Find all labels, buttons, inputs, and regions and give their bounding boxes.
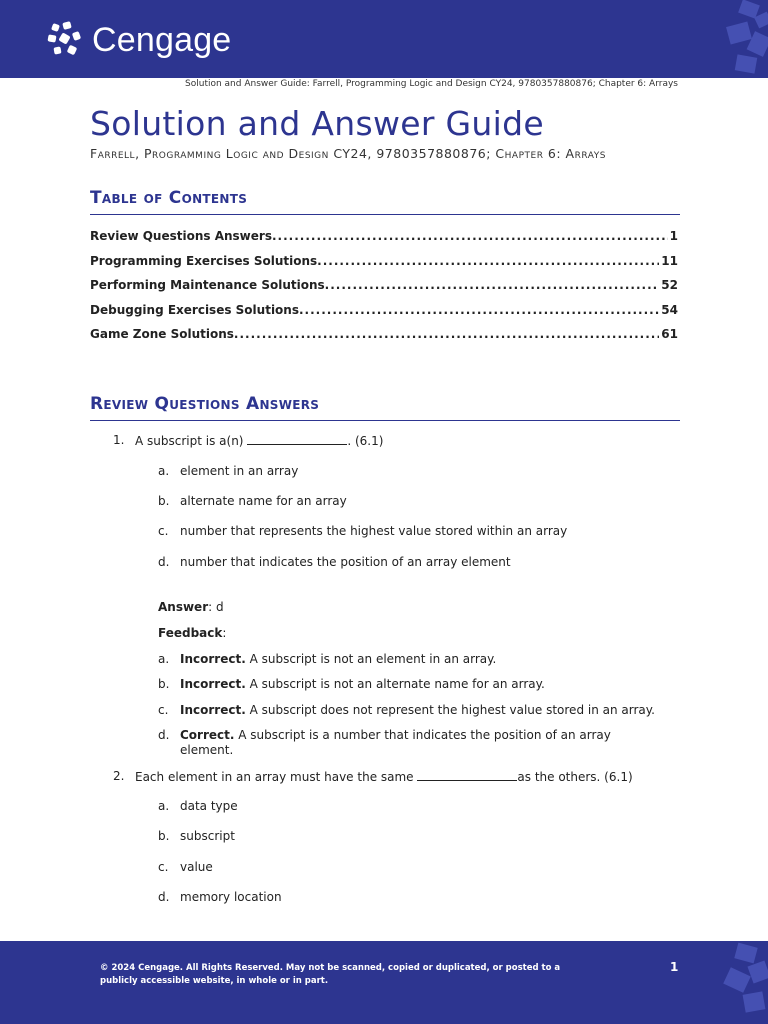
toc-entry-page: 54 xyxy=(661,302,678,317)
toc-entry[interactable] xyxy=(90,278,678,303)
toc-entry-label: Programming Exercises Solutions xyxy=(90,253,318,268)
toc-entry-page: 1 xyxy=(669,229,678,243)
question-number: 1. xyxy=(113,433,125,447)
decorative-pattern xyxy=(700,0,768,78)
feedback-label: Feedback xyxy=(158,626,223,640)
answer-blank xyxy=(417,769,517,781)
review-heading: Review Questions Answers xyxy=(90,394,680,421)
answer-label: Answer xyxy=(158,600,209,614)
toc-entry-label: Game Zone Solutions xyxy=(90,327,234,341)
question-text: Each element in an array must have the same xyxy=(135,770,414,784)
running-header: Solution and Answer Guide: Farrell, Programming Logic and Design CY24, 9780357880876; Chapter 6: Arrays xyxy=(185,79,678,89)
question-text: A subscript is a(n) xyxy=(135,434,244,448)
toc-entry-label: Review Questions Answers xyxy=(90,229,272,243)
feedback-line: Feedback: xyxy=(158,626,227,640)
header-band xyxy=(0,0,768,78)
page-number: 1 xyxy=(670,960,679,974)
copyright-notice: © 2024 Cengage. All Rights Reserved. May not be scanned, copied or duplicated, or posted to a publicly accessible website, in whole or in part. xyxy=(100,963,561,986)
question-text-end: as the others. (6.1) xyxy=(517,770,633,784)
question-2 xyxy=(113,769,633,784)
cengage-logo-icon xyxy=(46,20,86,60)
toc-entry-label: Performing Maintenance Solutions xyxy=(90,278,325,292)
toc-entry-label: Debugging Exercises Solutions xyxy=(90,302,299,317)
toc-entry[interactable] xyxy=(90,303,678,328)
page-subtitle: Farrell, Programming Logic and Design CY24, 9780357880876; Chapter 6: Arrays xyxy=(90,146,606,161)
page-title: Solution and Answer Guide xyxy=(90,104,544,143)
question-text-end: . (6.1) xyxy=(347,434,384,448)
answer-value: : d xyxy=(208,600,224,614)
question-1 xyxy=(113,433,384,448)
answer-line xyxy=(158,600,224,614)
toc-entry-page: 61 xyxy=(661,327,678,341)
toc-entry[interactable] xyxy=(90,254,678,279)
table-of-contents xyxy=(90,229,678,352)
cengage-logo xyxy=(46,20,231,60)
question-number: 2. xyxy=(113,769,125,783)
toc-entry-page: 52 xyxy=(661,278,678,292)
toc-heading: Table of Contents xyxy=(90,188,680,215)
brand-name: Cengage xyxy=(92,20,232,59)
toc-entry[interactable] xyxy=(90,327,678,352)
toc-entry-page: 11 xyxy=(661,253,678,268)
decorative-pattern xyxy=(700,941,768,1024)
answer-blank xyxy=(247,433,347,445)
toc-entry[interactable] xyxy=(90,229,678,254)
